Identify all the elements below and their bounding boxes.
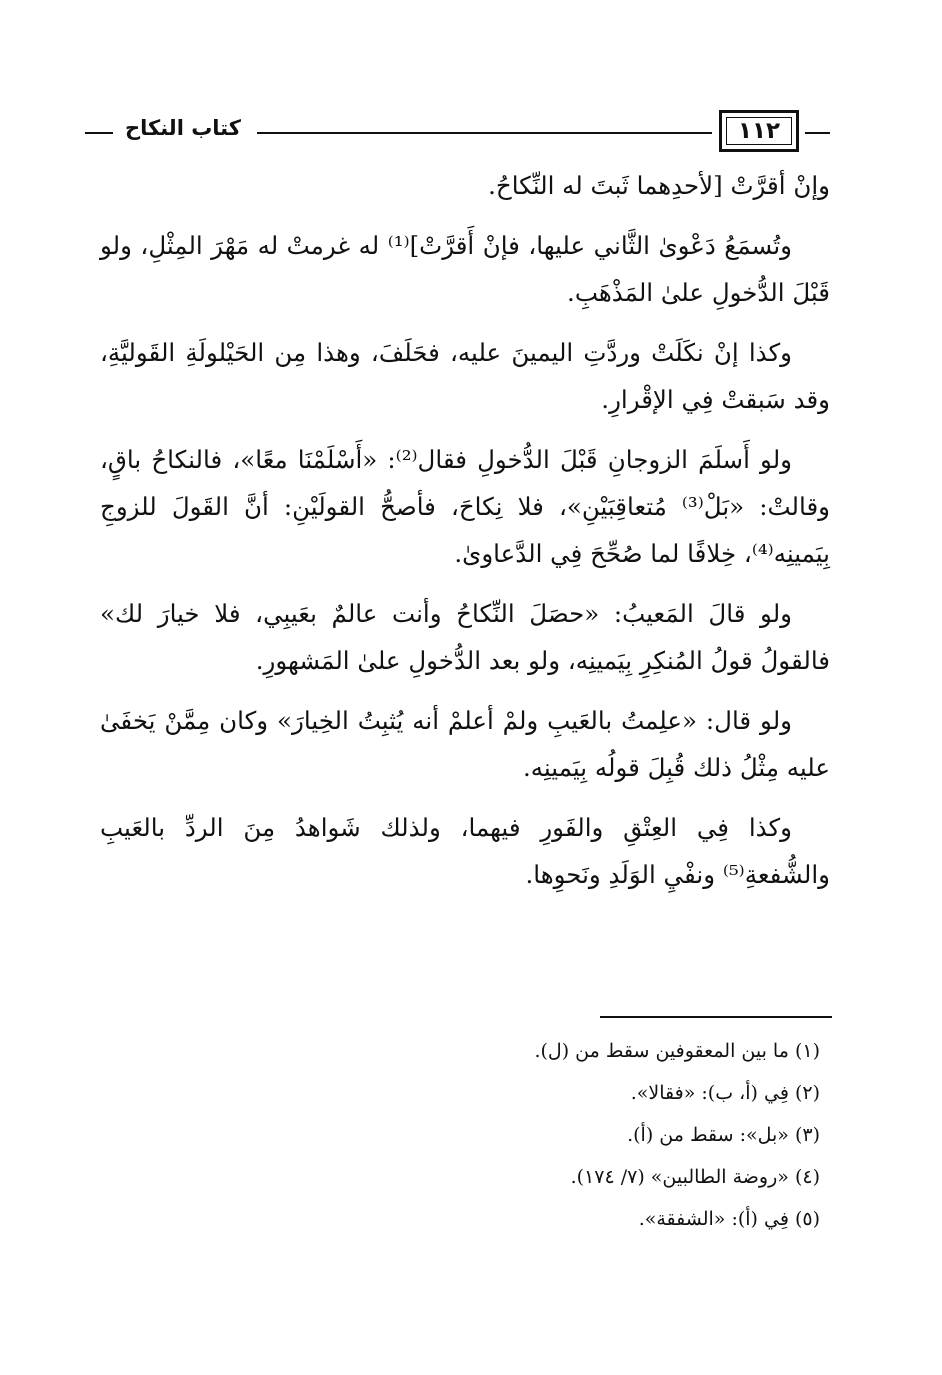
footnotes <box>100 1030 820 1240</box>
paragraph-1: وإنْ أقرَّتْ [لأحدِهما ثَبتَ له النِّكاحُ. <box>488 171 830 200</box>
header-dash-left <box>85 132 113 134</box>
main-text <box>100 162 830 911</box>
page-number: ١١٢ <box>726 117 792 145</box>
footnote-2: (٢) فِي (أ، ب): «فقالا». <box>630 1082 820 1104</box>
footnote-4: (٤) «روضة الطالبين» (٧/ ١٧٤). <box>570 1166 820 1188</box>
footnote-separator <box>600 1016 832 1018</box>
paragraph-7: وكذا فِي العِتْقِ والفَورِ فيهما، ولذلك شَواهدُ مِنَ الردِّ بالعَيبِ والشُّفعةِ⁽⁵⁾ ونفْيِ الوَلَدِ ونَحوِها. <box>100 813 830 889</box>
book-title: كتاب النكاح <box>125 116 241 140</box>
paragraph-2: وتُسمَعُ دَعْوىٰ الثَّاني عليها، فإنْ أَقرَّتْ]⁽¹⁾ له غرمتْ له مَهْرَ المِثْلِ، ولو قَبْلَ الدُّخولِ علىٰ المَذْهَبِ. <box>100 231 830 307</box>
footnote-5: (٥) فِي (أ): «الشفقة». <box>638 1208 820 1230</box>
paragraph-5: ولو قالَ المَعيبُ: «حصَلَ النِّكاحُ وأنت عالمٌ بعَيبِي، فلا خيارَ لك» فالقولُ قولُ المُنكِرِ بِيَمينِه، ولو بعد الدُّخولِ علىٰ المَشهورِ. <box>100 599 830 675</box>
paragraph-6: ولو قال: «علِمتُ بالعَيبِ ولمْ أعلمْ أنه يُثبِتُ الخِيارَ» وكان مِمَّنْ يَخفَىٰ عليه مِثْلُ ذلك قُبِلَ قولُه بِيَمينِه. <box>100 706 830 782</box>
page-number-frame <box>719 110 799 152</box>
footnote-1: (١) ما بين المعقوفين سقط من (ل). <box>534 1040 820 1062</box>
header-dash-right <box>805 132 830 134</box>
paragraph-3: وكذا إنْ نكَلَتْ وردَّتِ اليمينَ عليه، فحَلَفَ، وهذا مِن الحَيْلولَةِ القَوليَّةِ، وقد سَبقتْ فِي الإقْرارِ. <box>100 338 830 414</box>
header-rule <box>257 132 712 134</box>
running-header <box>85 110 830 154</box>
footnote-3: (٣) «بل»: سقط من (أ). <box>627 1124 820 1146</box>
paragraph-4: ولو أَسلَمَ الزوجانِ قَبْلَ الدُّخولِ فقال⁽²⁾: «أَسْلَمْنَا معًا»، فالنكاحُ باقٍ، وقالتْ: «بَلْ⁽³⁾ مُتعاقِبَيْنِ»، فلا نِكاحَ، فأصحُّ القولَيْنِ: أنَّ القَولَ للزوجِ بِيَمينِه⁽⁴⁾، خِلافًا لما صُحِّحَ فِي الدَّعاوىٰ. <box>100 445 830 568</box>
